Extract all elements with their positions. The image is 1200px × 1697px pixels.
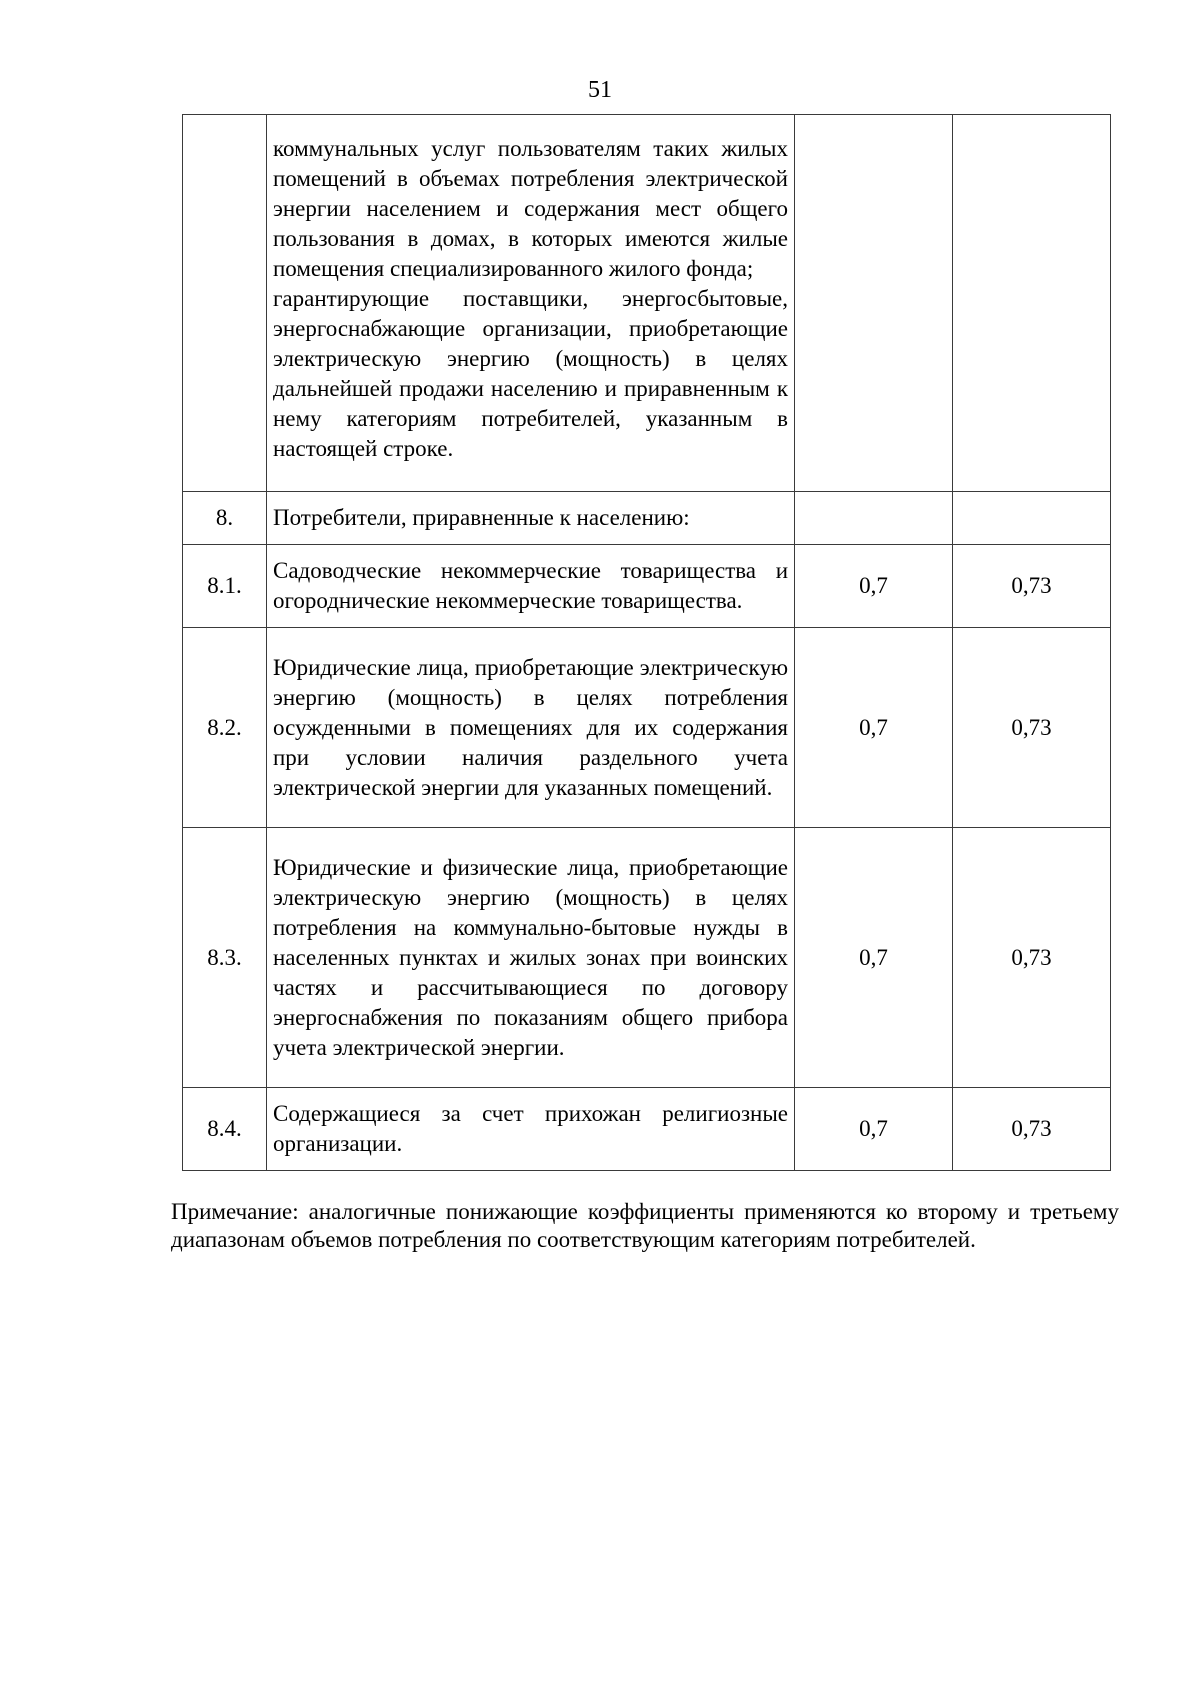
row-number-cell: 8.4.: [183, 1088, 267, 1171]
footnote-remark: Примечание: аналогичные понижающие коэффициенты применяются ко второму и третьему диапазонам объемов потребления по соответствующим категориям потребителей.: [171, 1199, 1119, 1252]
coefficient-cell-2: 0,73: [953, 545, 1111, 628]
table-row-8-4: [183, 1088, 1111, 1171]
coefficient-cell-2: 0,73: [953, 628, 1111, 828]
coefficient-cell-2: [953, 115, 1111, 492]
coefficient-cell-1: 0,7: [795, 628, 953, 828]
coefficient-cell-2: 0,73: [953, 828, 1111, 1088]
row-number-cell: [183, 115, 267, 492]
coefficient-cell-1: [795, 115, 953, 492]
coefficient-cell-1: 0,7: [795, 545, 953, 628]
table-row-8: [183, 492, 1111, 545]
coefficient-cell-2: [953, 492, 1111, 545]
row-description-cell: Содержащиеся за счет прихожан религиозные организации.: [267, 1088, 795, 1171]
coefficient-cell-1: 0,7: [795, 1088, 953, 1171]
row-description-cell: Юридические лица, приобретающие электрическую энергию (мощность) в целях потребления осужденными в помещениях для их содержания при условии наличия раздельного учета электрической энергии для указанных помещений.: [267, 628, 795, 828]
coefficient-cell-2: 0,73: [953, 1088, 1111, 1171]
row-number-cell: 8.: [183, 492, 267, 545]
continuation-paragraph: коммунальных услуг пользователям таких жилых помещений в объемах потребления электрической энергии населением и содержания мест общего пользования в домах, в которых имеются жилые помещения специализированного жилого фонда;: [273, 136, 788, 281]
table-row-8-2: [183, 628, 1111, 828]
row-description-cell: Потребители, приравненные к населению:: [267, 492, 795, 545]
table-row-continuation: [183, 115, 1111, 492]
continuation-paragraph: гарантирующие поставщики, энергосбытовые, энергоснабжающие организации, приобретающие электрическую энергию (мощность) в целях дальнейшей продажи населению и приравненным к нему категориям потребителей, указанным в настоящей строке.: [273, 286, 788, 461]
row-description-cell: [267, 115, 795, 492]
row-number-cell: 8.3.: [183, 828, 267, 1088]
page-number: 51: [588, 77, 612, 103]
table-row-8-3: [183, 828, 1111, 1088]
coefficient-cell-1: 0,7: [795, 828, 953, 1088]
coefficient-cell-1: [795, 492, 953, 545]
row-number-cell: 8.2.: [183, 628, 267, 828]
row-number-cell: 8.1.: [183, 545, 267, 628]
row-description-cell: Садоводческие некоммерческие товарищества и огороднические некоммерческие товарищества.: [267, 545, 795, 628]
tariff-coefficients-table: [182, 114, 1111, 1171]
table-row-8-1: [183, 545, 1111, 628]
row-description-cell: Юридические и физические лица, приобретающие электрическую энергию (мощность) в целях потребления на коммунально-бытовые нужды в населенных пунктах и жилых зонах при воинских частях и рассчитывающиеся по договору энергоснабжения по показаниям общего прибора учета электрической энергии.: [267, 828, 795, 1088]
